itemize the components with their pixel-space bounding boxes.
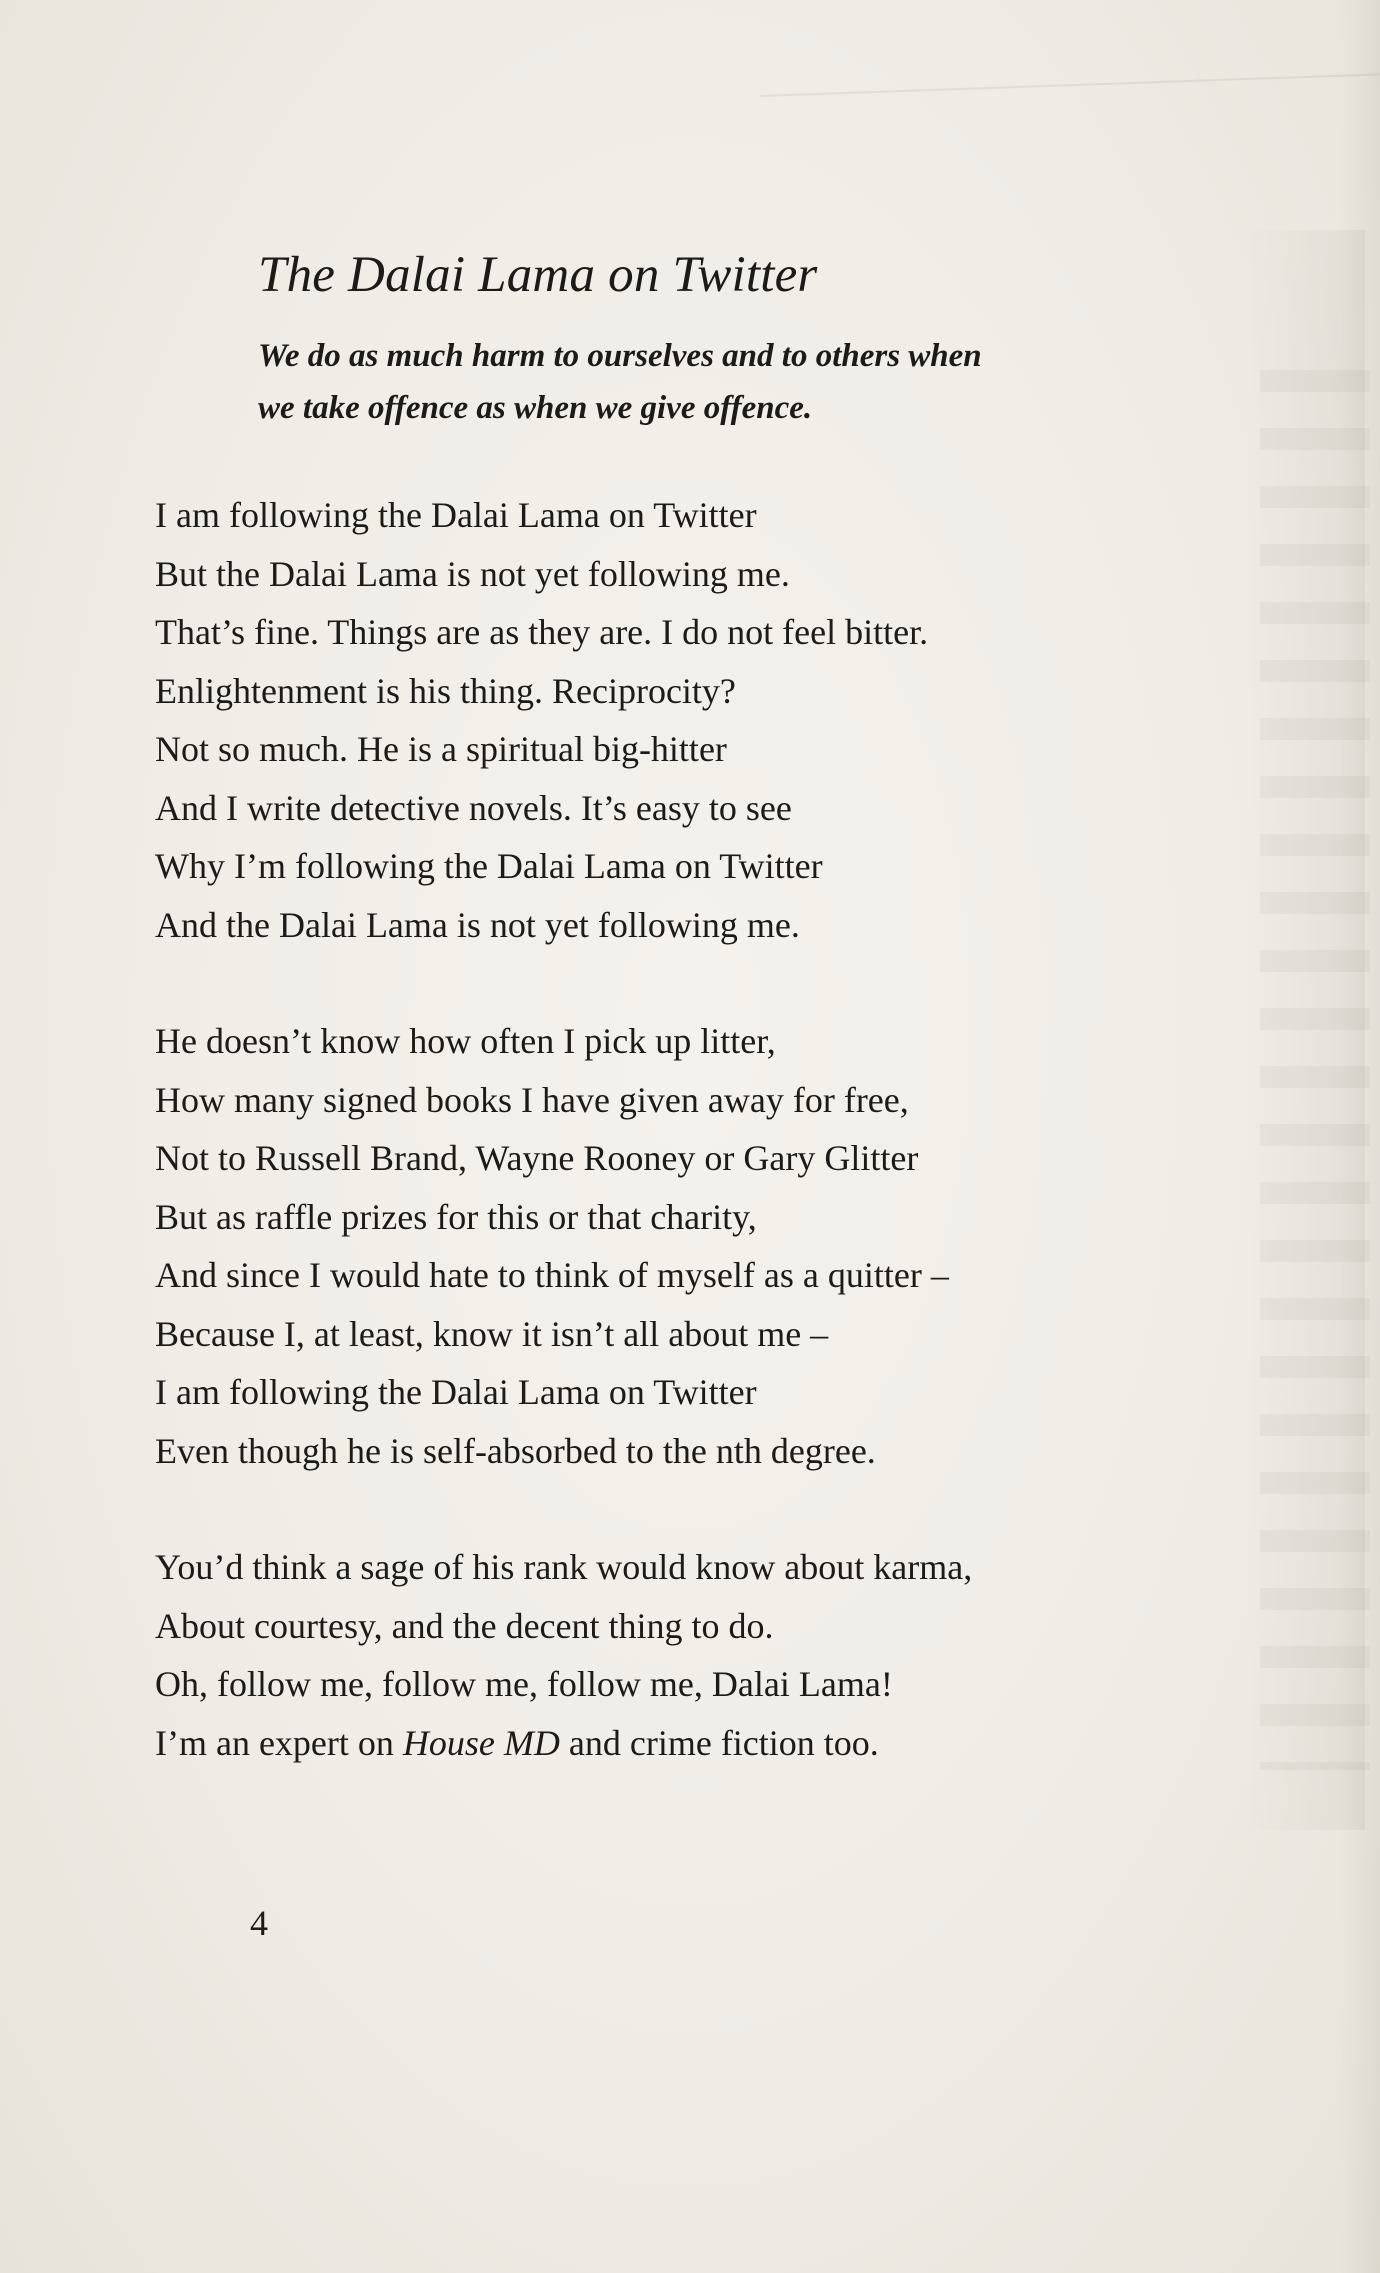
stanza-1 (155, 486, 1255, 954)
page-number: 4 (250, 1903, 268, 1943)
poem-line: But as raffle prizes for this or that charity, (155, 1196, 757, 1237)
poem-line: How many signed books I have given away for free, (155, 1079, 909, 1120)
stanza-2 (155, 1012, 1255, 1480)
poem-line-last (155, 1714, 1255, 1773)
poem-line: That’s fine. Things are as they are. I do not feel bitter. (155, 612, 929, 652)
poem-line: And I write detective novels. It’s easy to see (155, 787, 792, 828)
line-text: I’m an expert on (155, 1722, 403, 1763)
poem-line: I am following the Dalai Lama on Twitter (155, 495, 757, 535)
show-through-shading (1245, 230, 1365, 1830)
poem-line: Why I’m following the Dalai Lama on Twitter (155, 846, 823, 886)
page-edge-shadow (1340, 0, 1380, 2273)
poem-line: And since I would hate to think of myself as a quitter – (155, 1255, 949, 1295)
epigraph-line: we take offence as when we give offence. (258, 390, 813, 426)
poem-title: The Dalai Lama on Twitter (258, 247, 818, 303)
line-text: and crime fiction too. (559, 1722, 879, 1763)
poem-line: You’d think a sage of his rank would know about karma, (155, 1547, 973, 1587)
poem-line: Because I, at least, know it isn’t all about me – (155, 1313, 829, 1354)
poem-line: But the Dalai Lama is not yet following me. (155, 553, 790, 594)
show-through-text-lines (1260, 370, 1370, 1770)
epigraph-line: We do as much harm to ourselves and to others when (258, 338, 982, 374)
epigraph (258, 330, 1158, 434)
poem-line: I am following the Dalai Lama on Twitter (155, 1372, 757, 1412)
poem-line: Not to Russell Brand, Wayne Rooney or Gary Glitter (155, 1138, 919, 1178)
stanza-3 (155, 1538, 1255, 1772)
poem-line: He doesn’t know how often I pick up litter, (155, 1021, 776, 1061)
poem-line: Oh, follow me, follow me, follow me, Dalai Lama! (155, 1664, 893, 1704)
poem-line: About courtesy, and the decent thing to do. (155, 1605, 774, 1646)
poem-line: And the Dalai Lama is not yet following me. (155, 904, 800, 945)
paper-crease (760, 73, 1380, 97)
poem-line: Not so much. He is a spiritual big-hitter (155, 729, 727, 769)
poem-line: Even though he is self-absorbed to the nth degree. (155, 1430, 876, 1471)
show-title: House MD (402, 1722, 560, 1763)
poem-line: Enlightenment is his thing. Reciprocity? (155, 670, 736, 711)
